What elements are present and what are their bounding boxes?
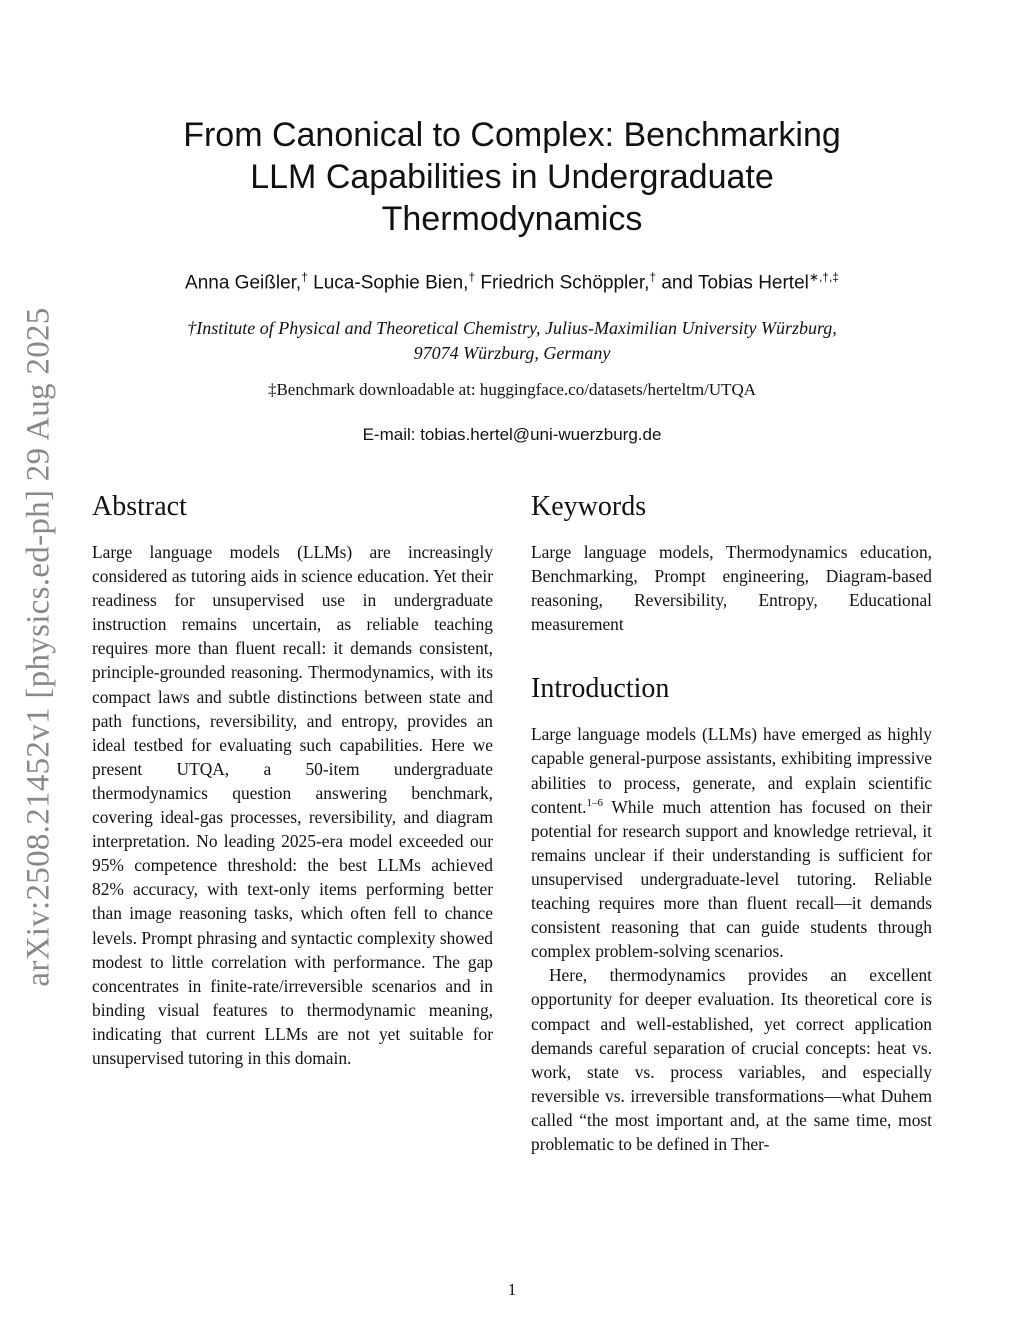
title-line-1: From Canonical to Complex: Benchmarking: [183, 116, 841, 154]
author-2-mark: †: [468, 270, 476, 284]
author-3: Friedrich Schöppler,: [475, 272, 650, 294]
author-3-mark: †: [649, 270, 657, 284]
author-2: Luca-Sophie Bien,: [307, 272, 469, 294]
contact-email: E-mail: tobias.hertel@uni-wuerzburg.de: [362, 425, 662, 444]
arxiv-identifier: arXiv:2508.21452v1 [physics.ed-ph] 29 Aug 2025: [20, 307, 57, 987]
introduction-paragraph-1: [531, 722, 932, 963]
author-4: and Tobias Hertel: [656, 272, 809, 294]
benchmark-note: ‡Benchmark downloadable at: huggingface.co/datasets/herteltm/UTQA: [267, 380, 757, 399]
abstract-heading: Abstract: [92, 491, 187, 522]
citation-1-6: 1–6: [586, 796, 604, 809]
abstract-text: Large language models (LLMs) are increasingly considered as tutoring aids in science education. Yet their readiness for unsupervised use in undergraduate instruction remains uncertain, as reliable teaching requires more than fluent recall: it demands consistent, principle-grounded reasoning. Thermodynamics, with its compact laws and subtle distinctions between state and path functions, reversibility, and entropy, provides an ideal testbed for evaluating such capabilities. Here we present UTQA, a 50-item undergraduate thermodynamics question answering benchmark, covering ideal-gas processes, reversibility, and diagram interpretation. No leading 2025-era model exceeded our 95% competence threshold: the best LLMs achieved 82% accuracy, with text-only items performing better than image reasoning tasks, which often fell to chance levels. Prompt phrasing and syntactic complexity showed modest to little correlation with performance. The gap concentrates in finite-rate/irreversible scenarios and in binding visual features to thermodynamic meaning, indicating that current LLMs are not yet suitable for unsupervised tutoring in this domain.: [92, 542, 493, 1068]
right-column: [531, 490, 932, 1156]
title-line-3: Thermodynamics: [381, 200, 643, 238]
affiliation: [100, 316, 924, 366]
intro-p1-continued: While much attention has focused on their potential for research support and knowledge retrieval, it remains unclear if their understanding is sufficient for unsupervised undergraduate-level tutoring. Reliable teaching requires more than fluent recall—it demands consistent reasoning that can guide students through complex problem-solving scenarios.: [531, 796, 932, 962]
author-list: [100, 270, 924, 294]
affiliation-line-2: 97074 Würzburg, Germany: [413, 343, 611, 363]
introduction-paragraph-2: Here, thermodynamics provides an excellent opportunity for deeper evaluation. Its theoretical core is compact and well-established, yet correct application demands careful separation of crucial concepts: heat vs. work, state vs. process variables, and especially reversible vs. irreversible transformations—what Duhem called “the most important and, at the same time, most problematic to be defined in Ther-: [531, 965, 932, 1154]
keywords-heading: Keywords: [531, 491, 647, 522]
left-column: [92, 490, 493, 1070]
keywords-text: Large language models, Thermodynamics education, Benchmarking, Prompt engineering, Diagram-based reasoning, Reversibility, Entropy, Educational measurement: [531, 542, 932, 635]
introduction-heading: Introduction: [531, 673, 670, 705]
author-1: Anna Geißler,: [185, 272, 302, 294]
intro-p1-text: Large language models (LLMs) have emerged as highly capable general-purpose assistants, exhibiting impressive abilities to process, generate, and explain scientific content.: [531, 724, 932, 817]
page-number: 1: [507, 1280, 517, 1299]
author-1-mark: †: [301, 270, 308, 284]
affiliation-line-1: †Institute of Physical and Theoretical Chemistry, Julius-Maximilian University Würzburg,: [187, 318, 837, 338]
author-4-mark: ∗,†,‡: [808, 270, 839, 284]
paper-title: [120, 114, 904, 240]
title-line-2: LLM Capabilities in Undergraduate: [250, 158, 774, 196]
